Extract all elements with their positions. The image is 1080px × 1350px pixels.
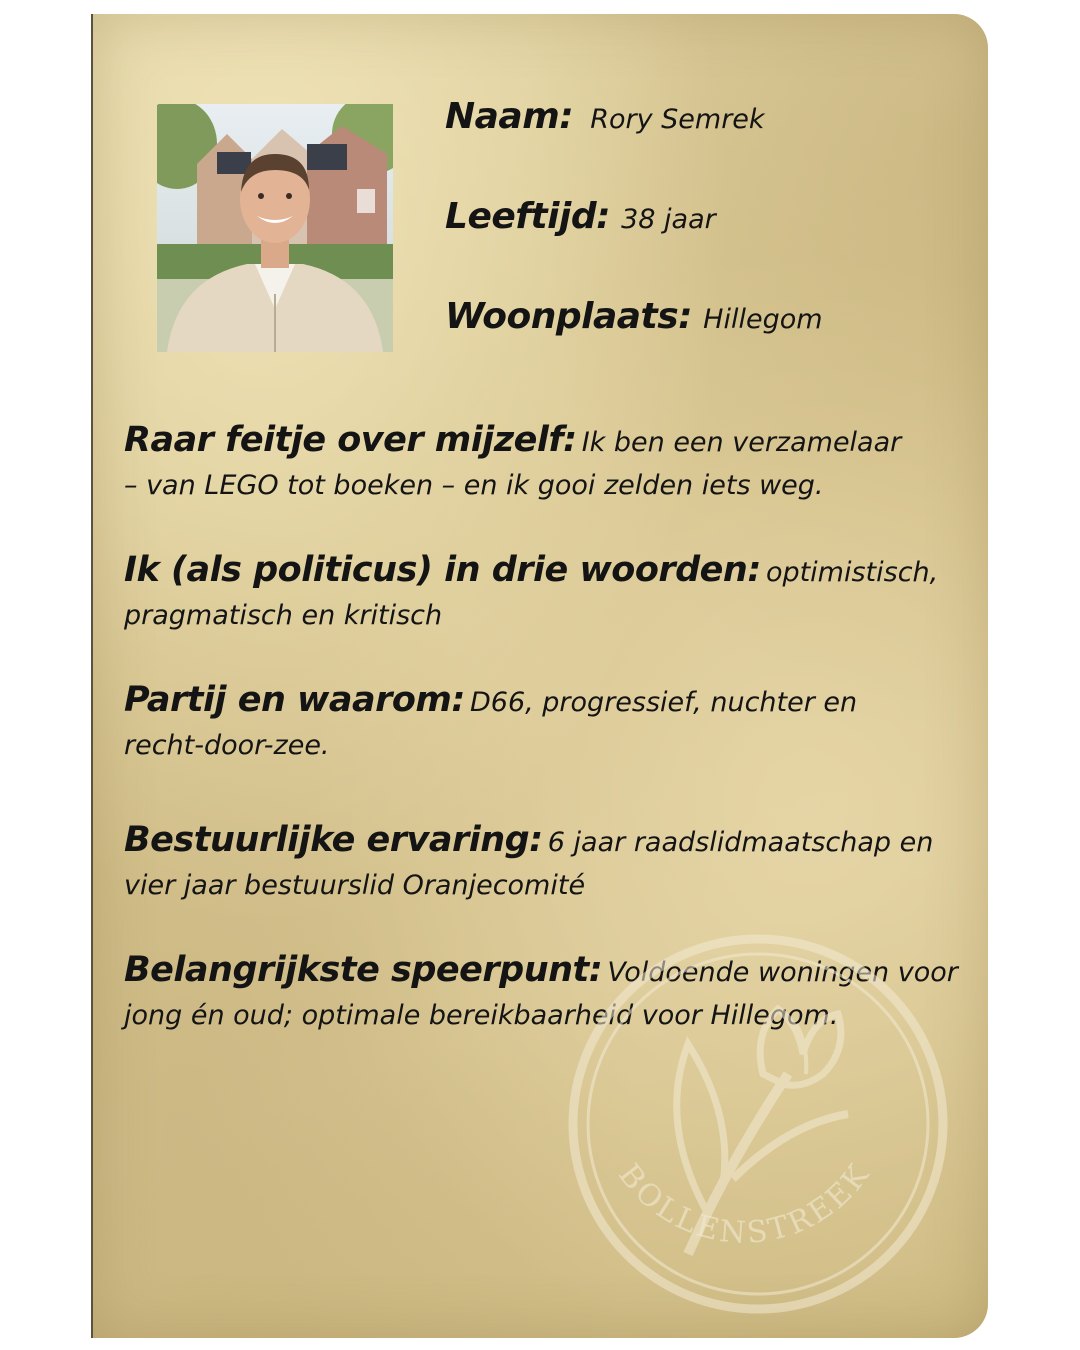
section-label: Ik (als politicus) in drie woorden: — [124, 550, 761, 590]
name-row — [445, 96, 765, 137]
section-text: pragmatisch en kritisch — [124, 600, 443, 631]
section-label: Partij en waarom: — [124, 680, 465, 720]
residence-label: Woonplaats: — [445, 296, 693, 337]
section-label: Belangrijkste speerpunt: — [124, 950, 603, 990]
section-experience — [124, 820, 984, 909]
section-text: Voldoende woningen voor — [607, 957, 958, 988]
section-text: recht-door-zee. — [124, 730, 330, 761]
section-three-words — [124, 550, 984, 639]
age-label: Leeftijd: — [445, 196, 610, 237]
profile-photo — [157, 104, 393, 352]
residence-value: Hillegom — [703, 304, 823, 335]
name-label: Naam: — [445, 96, 574, 137]
section-text: vier jaar bestuurslid Oranjecomité — [124, 870, 586, 901]
section-text: 6 jaar raadslidmaatschap en — [547, 827, 934, 858]
name-value: Rory Semrek — [590, 104, 765, 135]
section-party — [124, 680, 984, 769]
residence-row — [445, 296, 823, 337]
profile-card — [91, 14, 988, 1338]
section-text: D66, progressief, nuchter en — [469, 687, 858, 718]
bollenstreek-stamp — [558, 924, 958, 1324]
section-text: jong én oud; optimale bereikbaarheid voor Hillegom. — [124, 1000, 839, 1031]
section-text: Ik ben een verzamelaar — [581, 427, 902, 458]
section-label: Raar feitje over mijzelf: — [124, 420, 577, 460]
tulip-icon — [558, 924, 958, 1324]
section-text: – van LEGO tot boeken – en ik gooi zelden iets weg. — [124, 470, 824, 501]
section-fun-fact — [124, 420, 984, 509]
age-value: 38 jaar — [621, 204, 716, 235]
section-label: Bestuurlijke ervaring: — [124, 820, 543, 860]
age-row — [445, 196, 716, 237]
section-text: optimistisch, — [765, 557, 939, 588]
stamp-text: BOLLENSTREEK — [611, 1156, 878, 1252]
